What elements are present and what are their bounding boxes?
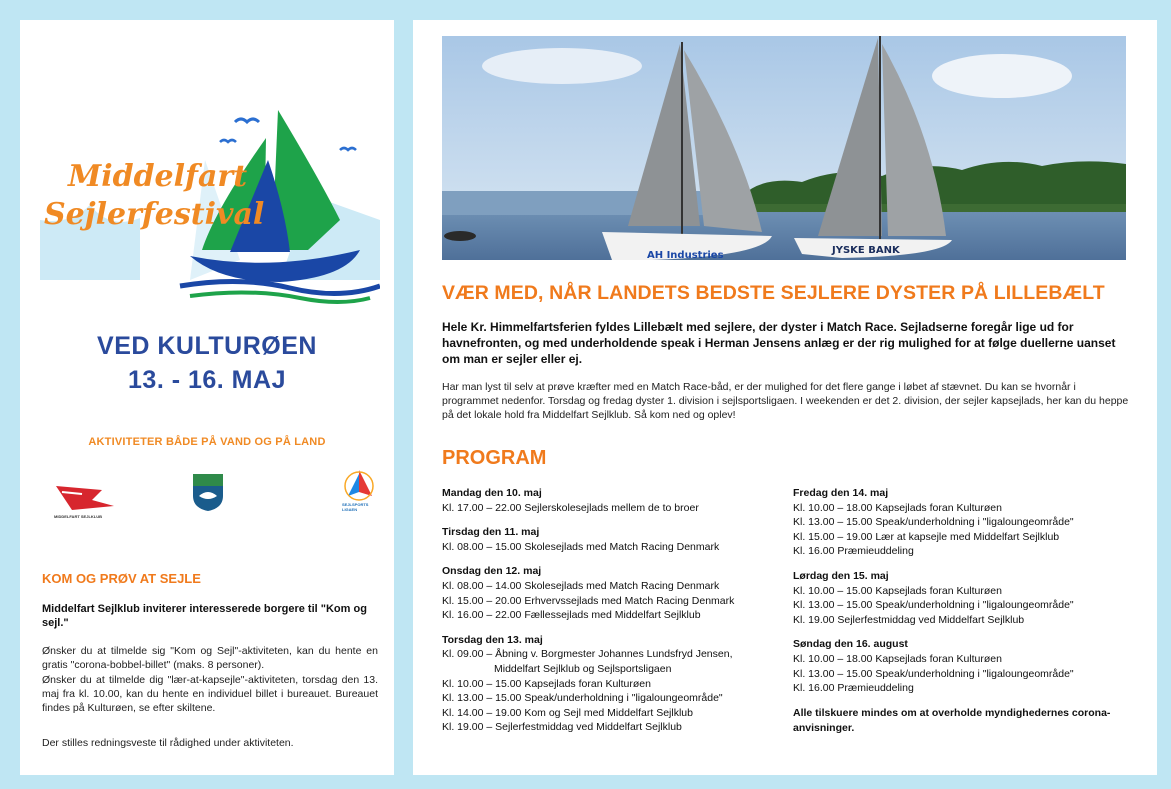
kom-og-sejle-footer: Der stilles redningsveste til rådighed under aktiviteten.	[42, 737, 294, 749]
program-day-wednesday	[442, 564, 787, 622]
middelfart-kommune-crest	[191, 472, 225, 512]
program-event: Kl. 15.00 – 20.00 Erhvervssejlads med Match Racing Denmark	[442, 594, 735, 607]
program-event: Kl. 10.00 – 15.00 Kapsejlads foran Kulturøen	[793, 584, 1002, 597]
main-headline: VÆR MED, NÅR LANDETS BEDSTE SEJLERE DYSTER PÅ LILLEBÆLT	[442, 282, 1105, 304]
program-event: Kl. 10.00 – 15.00 Kapsejlads foran Kulturøen	[442, 677, 651, 690]
program-event: Kl. 19.00 Sejlerfestmiddag ved Middelfart Sejlklub	[793, 613, 1025, 626]
corona-notice: Alle tilskuere mindes om at overholde myndighedernes corona-anvisninger.	[793, 706, 1111, 734]
sponsor-caption: SEJLSPORTS LIGAEN	[342, 502, 369, 512]
program-event: Kl. 13.00 – 15.00 Speak/underholdning i "ligaloungeområde"	[793, 516, 1074, 529]
kom-og-sejle-body	[42, 644, 378, 715]
logo-line1: Middelfart	[68, 159, 248, 194]
boat2-label: JYSKE BANK	[832, 245, 900, 256]
program-event: Kl. 10.00 – 18.00 Kapsejlads foran Kulturøen	[793, 652, 1002, 665]
program-event: Kl. 13.00 – 15.00 Speak/underholdning i "ligaloungeområde"	[793, 667, 1074, 680]
program-event: Kl. 16.00 Præmieuddeling	[793, 682, 914, 695]
day-title: Lørdag den 15. maj	[793, 569, 889, 582]
kom-og-sejle-intro: Middelfart Sejlklub inviterer interesserede borgere til "Kom og sejl."	[42, 603, 367, 629]
program-event: Kl. 14.00 – 19.00 Kom og Sejl med Middelfart Sejlklub	[442, 706, 693, 719]
logo-line2: Sejlerfestival	[44, 197, 265, 232]
venue-title: VED KULTURØEN	[97, 332, 317, 360]
program-heading: PROGRAM	[442, 447, 547, 469]
festival-logo	[40, 100, 380, 305]
lead-paragraph: Hele Kr. Himmelfartsferien fyldes Lillebælt med sejlere, der dyster i Match Race. Sejladserne foregår lige ud for havnefronten, og med underholdende speak i Herman Jensens anlæg er der rig mulighed for at følge duellerne uanset om man er sejler eller ej.	[442, 320, 1116, 366]
date-range: 13. - 16. MAJ	[128, 366, 286, 394]
day-title: Søndag den 16. august	[793, 638, 908, 651]
program-event: Kl. 19.00 – Sejlerfestmiddag ved Middelfart Sejlklub	[442, 721, 682, 734]
kom-paragraph-1: Ønsker du at tilmelde sig "Kom og Sejl"-aktiviteten, kan du hente en gratis "corona-bobbel-billet" (maks. 8 personer).	[42, 645, 378, 672]
program-day-sunday	[793, 637, 1138, 695]
intro-paragraph: Har man lyst til selv at prøve kræfter med en Match Race-båd, er der mulighed for det flere gange i løbet af stævnet. Du kan se hvornår i programmet nedenfor. Torsdag og fredag dyster 1. division i sejlsportsligaen. I weekenden er det 2. division, der sejler kapsejlads, her kan du heppe på det lokale hold fra Middelfart Sejlklub. Så kom ned og oplev!	[442, 381, 1129, 421]
right-panel	[413, 20, 1157, 775]
program-event-continuation: Middelfart Sejlklub og Sejlsportsligaen	[494, 662, 672, 675]
middelfart-sejlklub-logo	[52, 482, 122, 522]
program-day-tuesday	[442, 525, 787, 554]
day-title: Torsdag den 13. maj	[442, 633, 543, 646]
day-title: Onsdag den 12. maj	[442, 565, 542, 578]
program-column-2	[793, 486, 1138, 736]
boat1-label: AH Industries	[647, 250, 724, 260]
program-day-monday	[442, 486, 787, 515]
match-race-photo	[442, 36, 1126, 260]
day-title: Tirsdag den 11. maj	[442, 526, 540, 539]
day-title: Fredag den 14. maj	[793, 487, 889, 499]
sejlsports-ligaen-logo	[342, 468, 376, 512]
kom-og-sejle-heading: KOM OG PRØV AT SEJLE	[42, 571, 201, 586]
kom-paragraph-2: Ønsker du at tilmelde dig "lær-at-kapsejle"-aktiviteten, torsdag den 13. maj fra kl. 10.00, kan du hente en individuel billet i bureauet. Bureauet findes på Kulturøen, se efter skiltene.	[42, 673, 378, 715]
program-event: Kl. 16.00 Præmieuddeling	[793, 545, 914, 558]
sponsor-caption: MIDDELFART SEJLKLUB	[54, 514, 102, 519]
activities-tagline: AKTIVITETER BÅDE PÅ VAND OG PÅ LAND	[88, 436, 326, 448]
program-event: Kl. 08.00 – 15.00 Skolesejlads med Match Racing Denmark	[442, 540, 720, 553]
program-event: Kl. 09.00 – Åbning v. Borgmester Johannes Lundsfryd Jensen,	[442, 648, 733, 661]
program-event: Kl. 13.00 – 15.00 Speak/underholdning i "ligaloungeområde"	[793, 599, 1074, 612]
program-column-1	[442, 486, 787, 745]
program-day-thursday	[442, 633, 787, 735]
program-event: Kl. 13.00 – 15.00 Speak/underholdning i "ligaloungeområde"	[442, 692, 723, 705]
program-event: Kl. 08.00 – 14.00 Skolesejlads med Match Racing Denmark	[442, 579, 720, 592]
program-event: Kl. 10.00 – 18.00 Kapsejlads foran Kulturøen	[793, 501, 1002, 514]
day-title: Mandag den 10. maj	[442, 487, 542, 499]
sailboat-logo-graphic	[40, 100, 380, 305]
program-event: Kl. 15.00 – 19.00 Lær at kapsejle med Middelfart Sejlklub	[793, 530, 1060, 543]
left-panel	[20, 20, 394, 775]
program-event: Kl. 16.00 – 22.00 Fællessejlads med Middelfart Sejlklub	[442, 609, 701, 622]
program-day-saturday	[793, 569, 1138, 627]
program-day-friday	[793, 486, 1138, 559]
program-event: Kl. 17.00 – 22.00 Sejlerskolesejlads mellem de to broer	[442, 501, 699, 514]
